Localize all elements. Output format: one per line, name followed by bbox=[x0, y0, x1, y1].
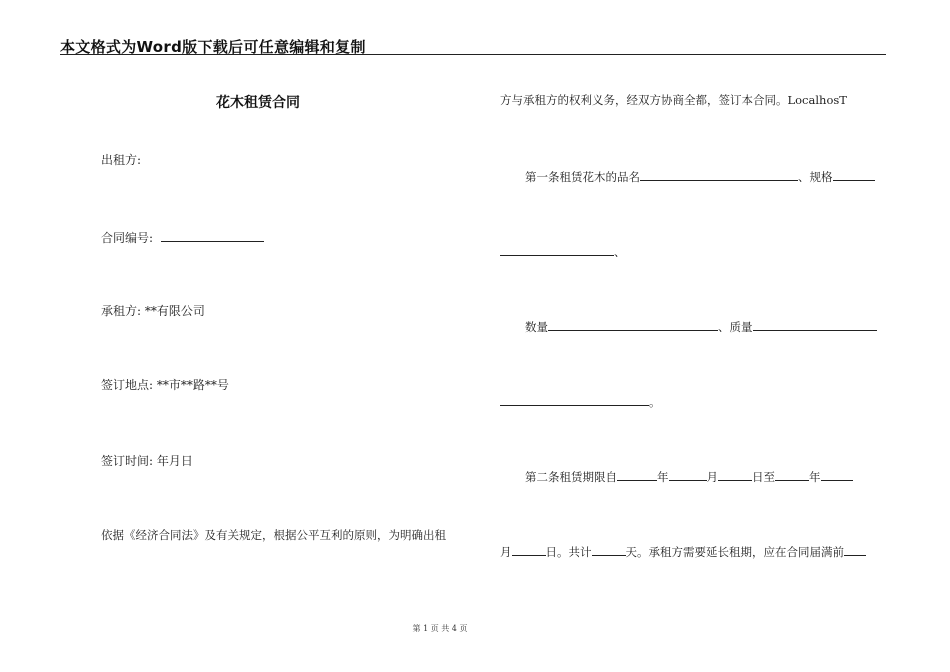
article-1-line bbox=[525, 168, 875, 184]
quantity-blank bbox=[548, 318, 718, 331]
quality-label: 、质量 bbox=[718, 320, 753, 334]
article-1-name-blank bbox=[640, 168, 798, 181]
renewal-blank bbox=[844, 543, 866, 556]
page-header: 本文格式为Word版下载后可任意编辑和复制 bbox=[60, 38, 366, 56]
article-2-continued bbox=[500, 543, 866, 559]
document-title: 花木租赁合同 bbox=[216, 95, 300, 111]
article-1-separator: 、 bbox=[614, 245, 626, 259]
article-2-line bbox=[525, 468, 853, 484]
lessor-line: 出租方: bbox=[101, 153, 142, 167]
header-divider bbox=[60, 54, 886, 55]
quality-blank bbox=[753, 318, 877, 331]
end-day-label: 日。共计 bbox=[545, 545, 592, 559]
start-month-label: 月 bbox=[706, 470, 718, 484]
sign-time-line: 签订时间: 年月日 bbox=[101, 454, 193, 468]
start-day-to-label: 日至 bbox=[752, 470, 775, 484]
quality-end: 。 bbox=[649, 395, 661, 409]
total-days-blank bbox=[592, 543, 626, 556]
contract-number-blank bbox=[161, 229, 264, 242]
quantity-label: 数量 bbox=[525, 320, 548, 334]
article-1-continued bbox=[500, 243, 626, 259]
sign-place-line: 签订地点: **市**路**号 bbox=[101, 378, 229, 392]
article-2-label: 第二条租赁期限自 bbox=[525, 470, 617, 484]
start-month-blank bbox=[669, 468, 707, 481]
article-1-name-label: 第一条租赁花木的品名 bbox=[525, 170, 640, 184]
end-month-blank bbox=[821, 468, 853, 481]
contract-number-label: 合同编号: bbox=[101, 231, 154, 245]
article-1-spec-blank-2 bbox=[500, 243, 614, 256]
quality-blank-2 bbox=[500, 393, 649, 406]
article-2-tail: 天。承租方需要延长租期，应在合同届满前 bbox=[625, 545, 844, 559]
quantity-line bbox=[525, 318, 877, 334]
start-year-label: 年 bbox=[657, 470, 669, 484]
quality-continued bbox=[500, 393, 661, 409]
right-line-1: 方与承租方的权利义务，经双方协商全都，签订本合同。LocalhosT bbox=[500, 93, 847, 107]
page-footer: 第 1 页 共 4 页 bbox=[412, 624, 468, 633]
start-year-blank bbox=[617, 468, 657, 481]
end-day-blank bbox=[512, 543, 546, 556]
start-day-blank bbox=[718, 468, 752, 481]
end-year-label: 年 bbox=[809, 470, 821, 484]
basis-paragraph: 依据《经济合同法》及有关规定，根据公平互利的原则，为明确出租 bbox=[101, 528, 446, 542]
article-1-spec-label: 、规格 bbox=[798, 170, 833, 184]
end-year-blank bbox=[775, 468, 809, 481]
contract-number-line bbox=[101, 229, 264, 245]
end-month-label: 月 bbox=[500, 545, 512, 559]
article-1-spec-blank bbox=[833, 168, 875, 181]
lessee-line: 承租方: **有限公司 bbox=[101, 304, 205, 318]
